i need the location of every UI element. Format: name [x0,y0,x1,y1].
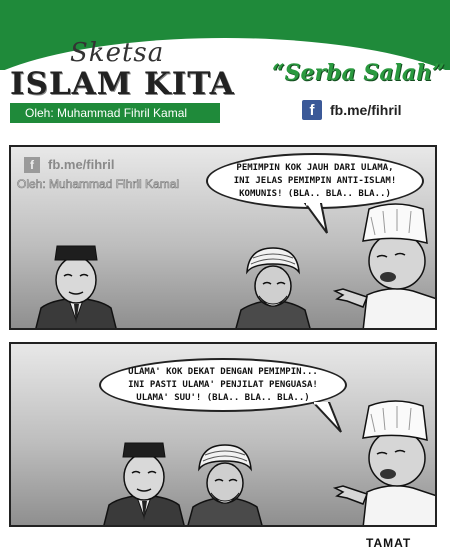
ulama-figure [233,242,313,330]
bubble-line: INI JELAS PEMIMPIN ANTI-ISLAM! [233,176,397,186]
author-credit: Oleh: Muhammad Fihril Kamal [10,103,220,123]
bubble-line: PEMIMPIN KOK JAUH DARI ULAMA, [236,163,394,173]
bubble-line: ULAMA' SUU'! (BLA.. BLA.. BLA..) [136,393,310,403]
speaker-figure [333,396,437,527]
watermark-author: Oleh: Muhammad Fihril Kamal [17,177,180,191]
facebook-link[interactable]: fb.me/fihril [330,102,402,118]
watermark-facebook-icon: f [24,157,40,173]
ulama-figure [185,439,265,527]
comic-title: ISLAM KITA [10,66,235,102]
speech-bubble [99,358,347,412]
facebook-icon: f [302,100,322,120]
comic-subtitle: Sketsa [70,38,165,68]
leader-figure [99,439,189,527]
bubble-line: ULAMA' KOK DEKAT DENGAN PEMIMPIN... [128,367,318,377]
comic-panel-1 [9,145,437,330]
series-title: “Serba Salah” [272,60,445,86]
watermark-link: fb.me/fihril [48,157,115,172]
comic-panel-2 [9,342,437,527]
leader-figure [31,242,121,330]
bubble-line: KOMUNIS! (BLA.. BLA.. BLA..) [239,189,391,199]
bubble-line: INI PASTI ULAMA' PENJILAT PENGUASA! [128,380,318,390]
bubble-tail [303,203,333,235]
ending-label: TAMAT [366,536,412,550]
speaker-figure [333,199,437,330]
